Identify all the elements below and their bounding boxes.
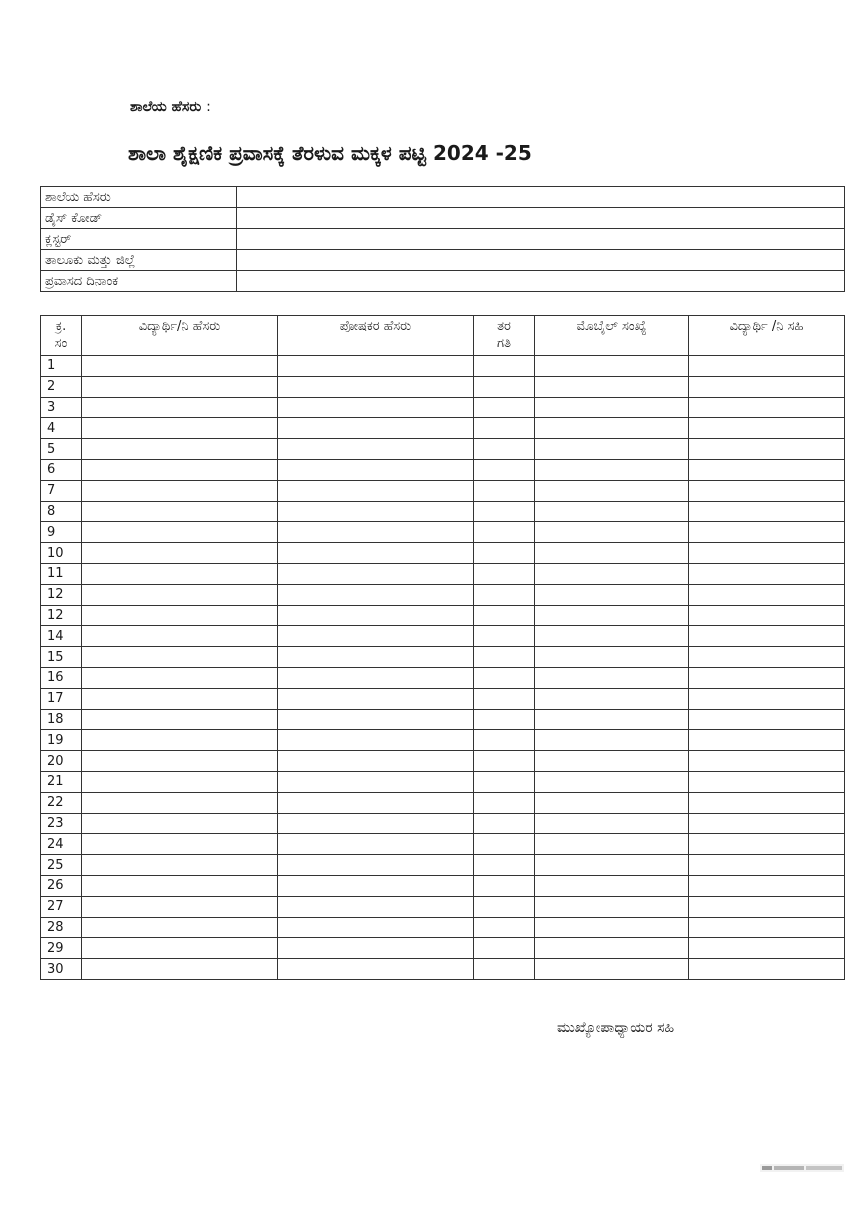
class-cell[interactable]	[474, 688, 535, 709]
info-row-label: ಶಾಲೆಯ ಹೆಸರು	[41, 187, 237, 208]
header-student-signature: ವಿದ್ಯಾರ್ಥಿ /ನಿ ಸಹಿ	[689, 316, 845, 356]
class-cell[interactable]	[474, 938, 535, 959]
serial-number-cell: 7	[41, 480, 82, 501]
headmaster-signature-label: ಮುಖ್ಯೋಪಾಧ್ಯಾಯರ ಸಹಿ	[557, 1020, 675, 1036]
mobile-number-cell[interactable]	[535, 439, 689, 460]
parent-name-cell[interactable]	[278, 730, 474, 751]
class-cell[interactable]	[474, 771, 535, 792]
serial-number-cell: 24	[41, 834, 82, 855]
class-cell[interactable]	[474, 626, 535, 647]
header-serial-line2: ಸಂ	[54, 336, 68, 351]
parent-name-cell[interactable]	[278, 751, 474, 772]
table-row	[41, 522, 845, 543]
class-cell[interactable]	[474, 605, 535, 626]
student-name-cell[interactable]	[82, 397, 278, 418]
student-signature-cell[interactable]	[689, 792, 845, 813]
serial-number-cell: 1	[41, 356, 82, 377]
table-row	[41, 418, 845, 439]
parent-name-cell[interactable]	[278, 771, 474, 792]
table-row	[41, 397, 845, 418]
students-table	[40, 315, 845, 980]
serial-number-cell: 8	[41, 501, 82, 522]
student-name-cell[interactable]	[82, 875, 278, 896]
class-cell[interactable]	[474, 356, 535, 377]
class-cell[interactable]	[474, 501, 535, 522]
parent-name-cell[interactable]	[278, 522, 474, 543]
parent-name-cell[interactable]	[278, 501, 474, 522]
student-signature-cell[interactable]	[689, 896, 845, 917]
table-row	[41, 813, 845, 834]
student-name-cell[interactable]	[82, 563, 278, 584]
table-row	[41, 376, 845, 397]
student-name-cell[interactable]	[82, 813, 278, 834]
student-signature-cell[interactable]	[689, 439, 845, 460]
student-name-cell[interactable]	[82, 480, 278, 501]
mobile-number-cell[interactable]	[535, 709, 689, 730]
table-row	[41, 896, 845, 917]
student-name-cell[interactable]	[82, 543, 278, 564]
student-name-cell[interactable]	[82, 647, 278, 668]
parent-name-cell[interactable]	[278, 605, 474, 626]
serial-number-cell: 3	[41, 397, 82, 418]
serial-number-cell: 15	[41, 647, 82, 668]
serial-number-cell: 23	[41, 813, 82, 834]
parent-name-cell[interactable]	[278, 647, 474, 668]
mobile-number-cell[interactable]	[535, 397, 689, 418]
parent-name-cell[interactable]	[278, 875, 474, 896]
mobile-number-cell[interactable]	[535, 896, 689, 917]
student-signature-cell[interactable]	[689, 667, 845, 688]
student-signature-cell[interactable]	[689, 605, 845, 626]
table-row	[41, 605, 845, 626]
class-cell[interactable]	[474, 480, 535, 501]
mobile-number-cell[interactable]	[535, 501, 689, 522]
class-cell[interactable]	[474, 647, 535, 668]
class-cell[interactable]	[474, 584, 535, 605]
mobile-number-cell[interactable]	[535, 647, 689, 668]
mobile-number-cell[interactable]	[535, 751, 689, 772]
header-class	[474, 316, 535, 356]
student-signature-cell[interactable]	[689, 959, 845, 980]
student-name-cell[interactable]	[82, 730, 278, 751]
parent-name-cell[interactable]	[278, 688, 474, 709]
table-row	[41, 917, 845, 938]
parent-name-cell[interactable]	[278, 376, 474, 397]
parent-name-cell[interactable]	[278, 834, 474, 855]
class-cell[interactable]	[474, 917, 535, 938]
mobile-number-cell[interactable]	[535, 605, 689, 626]
parent-name-cell[interactable]	[278, 626, 474, 647]
table-row	[41, 771, 845, 792]
student-name-cell[interactable]	[82, 667, 278, 688]
mobile-number-cell[interactable]	[535, 771, 689, 792]
class-cell[interactable]	[474, 439, 535, 460]
student-signature-cell[interactable]	[689, 938, 845, 959]
school-info-table	[40, 186, 845, 292]
class-cell[interactable]	[474, 522, 535, 543]
class-cell[interactable]	[474, 792, 535, 813]
school-name-colon: :	[206, 99, 211, 115]
page-title: ಶಾಲಾ ಶೈಕ್ಷಣಿಕ ಪ್ರವಾಸಕ್ಕೆ ತೆರಳುವ ಮಕ್ಕಳ ಪಟ್ಟಿ 2024 -25	[128, 141, 532, 165]
serial-number-cell: 18	[41, 709, 82, 730]
parent-name-cell[interactable]	[278, 959, 474, 980]
serial-number-cell: 28	[41, 917, 82, 938]
table-row	[41, 875, 845, 896]
parent-name-cell[interactable]	[278, 938, 474, 959]
mobile-number-cell[interactable]	[535, 376, 689, 397]
student-signature-cell[interactable]	[689, 834, 845, 855]
header-serial-line1: ಕ್ರ.	[55, 319, 67, 334]
mobile-number-cell[interactable]	[535, 459, 689, 480]
class-cell[interactable]	[474, 563, 535, 584]
parent-name-cell[interactable]	[278, 792, 474, 813]
header-serial-number	[41, 316, 82, 356]
parent-name-cell[interactable]	[278, 667, 474, 688]
serial-number-cell: 10	[41, 543, 82, 564]
students-table-header-row	[41, 316, 845, 356]
class-cell[interactable]	[474, 667, 535, 688]
info-row	[41, 208, 845, 229]
student-name-cell[interactable]	[82, 709, 278, 730]
student-signature-cell[interactable]	[689, 709, 845, 730]
serial-number-cell: 22	[41, 792, 82, 813]
mobile-number-cell[interactable]	[535, 418, 689, 439]
student-signature-cell[interactable]	[689, 626, 845, 647]
table-row	[41, 730, 845, 751]
student-name-cell[interactable]	[82, 688, 278, 709]
table-row	[41, 356, 845, 377]
serial-number-cell: 6	[41, 459, 82, 480]
info-row	[41, 271, 845, 292]
table-row	[41, 959, 845, 980]
student-name-cell[interactable]	[82, 771, 278, 792]
student-name-cell[interactable]	[82, 605, 278, 626]
student-signature-cell[interactable]	[689, 376, 845, 397]
student-signature-cell[interactable]	[689, 875, 845, 896]
student-signature-cell[interactable]	[689, 751, 845, 772]
header-student-name: ವಿದ್ಯಾರ್ಥಿ/ನಿ ಹೆಸರು	[82, 316, 278, 356]
class-cell[interactable]	[474, 751, 535, 772]
parent-name-cell[interactable]	[278, 480, 474, 501]
parent-name-cell[interactable]	[278, 709, 474, 730]
info-row-value[interactable]	[237, 208, 845, 229]
student-name-cell[interactable]	[82, 522, 278, 543]
student-signature-cell[interactable]	[689, 647, 845, 668]
mobile-number-cell[interactable]	[535, 626, 689, 647]
student-name-cell[interactable]	[82, 792, 278, 813]
info-row-label: ಕ್ಲಸ್ಟರ್	[41, 229, 237, 250]
table-row	[41, 480, 845, 501]
class-cell[interactable]	[474, 813, 535, 834]
mobile-number-cell[interactable]	[535, 834, 689, 855]
student-name-cell[interactable]	[82, 459, 278, 480]
class-cell[interactable]	[474, 730, 535, 751]
student-name-cell[interactable]	[82, 855, 278, 876]
info-row	[41, 250, 845, 271]
student-signature-cell[interactable]	[689, 397, 845, 418]
mobile-number-cell[interactable]	[535, 688, 689, 709]
student-signature-cell[interactable]	[689, 501, 845, 522]
mobile-number-cell[interactable]	[535, 522, 689, 543]
school-name-label: ಶಾಲೆಯ ಹೆಸರು	[130, 99, 202, 115]
info-row-value[interactable]	[237, 250, 845, 271]
table-row	[41, 688, 845, 709]
parent-name-cell[interactable]	[278, 418, 474, 439]
serial-number-cell: 19	[41, 730, 82, 751]
table-row	[41, 751, 845, 772]
mobile-number-cell[interactable]	[535, 959, 689, 980]
mobile-number-cell[interactable]	[535, 813, 689, 834]
serial-number-cell: 5	[41, 439, 82, 460]
student-signature-cell[interactable]	[689, 356, 845, 377]
mobile-number-cell[interactable]	[535, 480, 689, 501]
parent-name-cell[interactable]	[278, 855, 474, 876]
watermark-logo	[760, 1163, 844, 1173]
student-signature-cell[interactable]	[689, 917, 845, 938]
info-row-value[interactable]	[237, 229, 845, 250]
student-name-cell[interactable]	[82, 376, 278, 397]
student-signature-cell[interactable]	[689, 480, 845, 501]
student-signature-cell[interactable]	[689, 813, 845, 834]
info-row-label: ಡೈಸ್ ಕೋಡ್	[41, 208, 237, 229]
table-row	[41, 834, 845, 855]
serial-number-cell: 12	[41, 605, 82, 626]
table-row	[41, 667, 845, 688]
serial-number-cell: 2	[41, 376, 82, 397]
parent-name-cell[interactable]	[278, 543, 474, 564]
serial-number-cell: 26	[41, 875, 82, 896]
table-row	[41, 626, 845, 647]
table-row	[41, 938, 845, 959]
header-mobile-number: ಮೊಬೈಲ್ ಸಂಖ್ಯೆ	[535, 316, 689, 356]
info-row-label: ತಾಲೂಕು ಮತ್ತು ಜಿಲ್ಲೆ	[41, 250, 237, 271]
parent-name-cell[interactable]	[278, 896, 474, 917]
header-class-line1: ತರ	[497, 319, 511, 334]
class-cell[interactable]	[474, 855, 535, 876]
table-row	[41, 543, 845, 564]
student-name-cell[interactable]	[82, 626, 278, 647]
mobile-number-cell[interactable]	[535, 938, 689, 959]
student-signature-cell[interactable]	[689, 855, 845, 876]
mobile-number-cell[interactable]	[535, 730, 689, 751]
mobile-number-cell[interactable]	[535, 667, 689, 688]
serial-number-cell: 11	[41, 563, 82, 584]
class-cell[interactable]	[474, 875, 535, 896]
serial-number-cell: 21	[41, 771, 82, 792]
table-row	[41, 647, 845, 668]
student-name-cell[interactable]	[82, 938, 278, 959]
parent-name-cell[interactable]	[278, 917, 474, 938]
serial-number-cell: 25	[41, 855, 82, 876]
student-signature-cell[interactable]	[689, 563, 845, 584]
student-name-cell[interactable]	[82, 896, 278, 917]
student-signature-cell[interactable]	[689, 418, 845, 439]
class-cell[interactable]	[474, 459, 535, 480]
mobile-number-cell[interactable]	[535, 584, 689, 605]
parent-name-cell[interactable]	[278, 356, 474, 377]
class-cell[interactable]	[474, 397, 535, 418]
info-row-label: ಪ್ರವಾಸದ ದಿನಾಂಕ	[41, 271, 237, 292]
student-name-cell[interactable]	[82, 501, 278, 522]
student-name-cell[interactable]	[82, 584, 278, 605]
table-row	[41, 709, 845, 730]
serial-number-cell: 4	[41, 418, 82, 439]
parent-name-cell[interactable]	[278, 584, 474, 605]
mobile-number-cell[interactable]	[535, 855, 689, 876]
info-row-value[interactable]	[237, 187, 845, 208]
serial-number-cell: 12	[41, 584, 82, 605]
info-row	[41, 187, 845, 208]
student-name-cell[interactable]	[82, 959, 278, 980]
parent-name-cell[interactable]	[278, 439, 474, 460]
table-row	[41, 501, 845, 522]
mobile-number-cell[interactable]	[535, 917, 689, 938]
school-name-line	[130, 99, 211, 115]
table-row	[41, 792, 845, 813]
parent-name-cell[interactable]	[278, 563, 474, 584]
class-cell[interactable]	[474, 709, 535, 730]
class-cell[interactable]	[474, 896, 535, 917]
school-info-body	[41, 187, 845, 292]
student-signature-cell[interactable]	[689, 771, 845, 792]
mobile-number-cell[interactable]	[535, 356, 689, 377]
table-row	[41, 439, 845, 460]
mobile-number-cell[interactable]	[535, 875, 689, 896]
parent-name-cell[interactable]	[278, 459, 474, 480]
class-cell[interactable]	[474, 376, 535, 397]
info-row-value[interactable]	[237, 271, 845, 292]
student-signature-cell[interactable]	[689, 584, 845, 605]
student-name-cell[interactable]	[82, 751, 278, 772]
student-name-cell[interactable]	[82, 418, 278, 439]
serial-number-cell: 20	[41, 751, 82, 772]
class-cell[interactable]	[474, 543, 535, 564]
serial-number-cell: 27	[41, 896, 82, 917]
class-cell[interactable]	[474, 418, 535, 439]
serial-number-cell: 14	[41, 626, 82, 647]
student-signature-cell[interactable]	[689, 543, 845, 564]
table-row	[41, 855, 845, 876]
info-row	[41, 229, 845, 250]
serial-number-cell: 29	[41, 938, 82, 959]
serial-number-cell: 30	[41, 959, 82, 980]
student-signature-cell[interactable]	[689, 730, 845, 751]
header-class-line2: ಗತಿ	[497, 336, 511, 351]
class-cell[interactable]	[474, 834, 535, 855]
student-signature-cell[interactable]	[689, 688, 845, 709]
serial-number-cell: 9	[41, 522, 82, 543]
mobile-number-cell[interactable]	[535, 792, 689, 813]
mobile-number-cell[interactable]	[535, 563, 689, 584]
parent-name-cell[interactable]	[278, 397, 474, 418]
table-row	[41, 459, 845, 480]
serial-number-cell: 17	[41, 688, 82, 709]
parent-name-cell[interactable]	[278, 813, 474, 834]
student-signature-cell[interactable]	[689, 522, 845, 543]
mobile-number-cell[interactable]	[535, 543, 689, 564]
header-parent-name: ಪೋಷಕರ ಹೆಸರು	[278, 316, 474, 356]
student-name-cell[interactable]	[82, 356, 278, 377]
table-row	[41, 584, 845, 605]
serial-number-cell: 16	[41, 667, 82, 688]
student-name-cell[interactable]	[82, 917, 278, 938]
class-cell[interactable]	[474, 959, 535, 980]
student-name-cell[interactable]	[82, 834, 278, 855]
student-name-cell[interactable]	[82, 439, 278, 460]
students-table-body	[41, 356, 845, 980]
student-signature-cell[interactable]	[689, 459, 845, 480]
table-row	[41, 563, 845, 584]
